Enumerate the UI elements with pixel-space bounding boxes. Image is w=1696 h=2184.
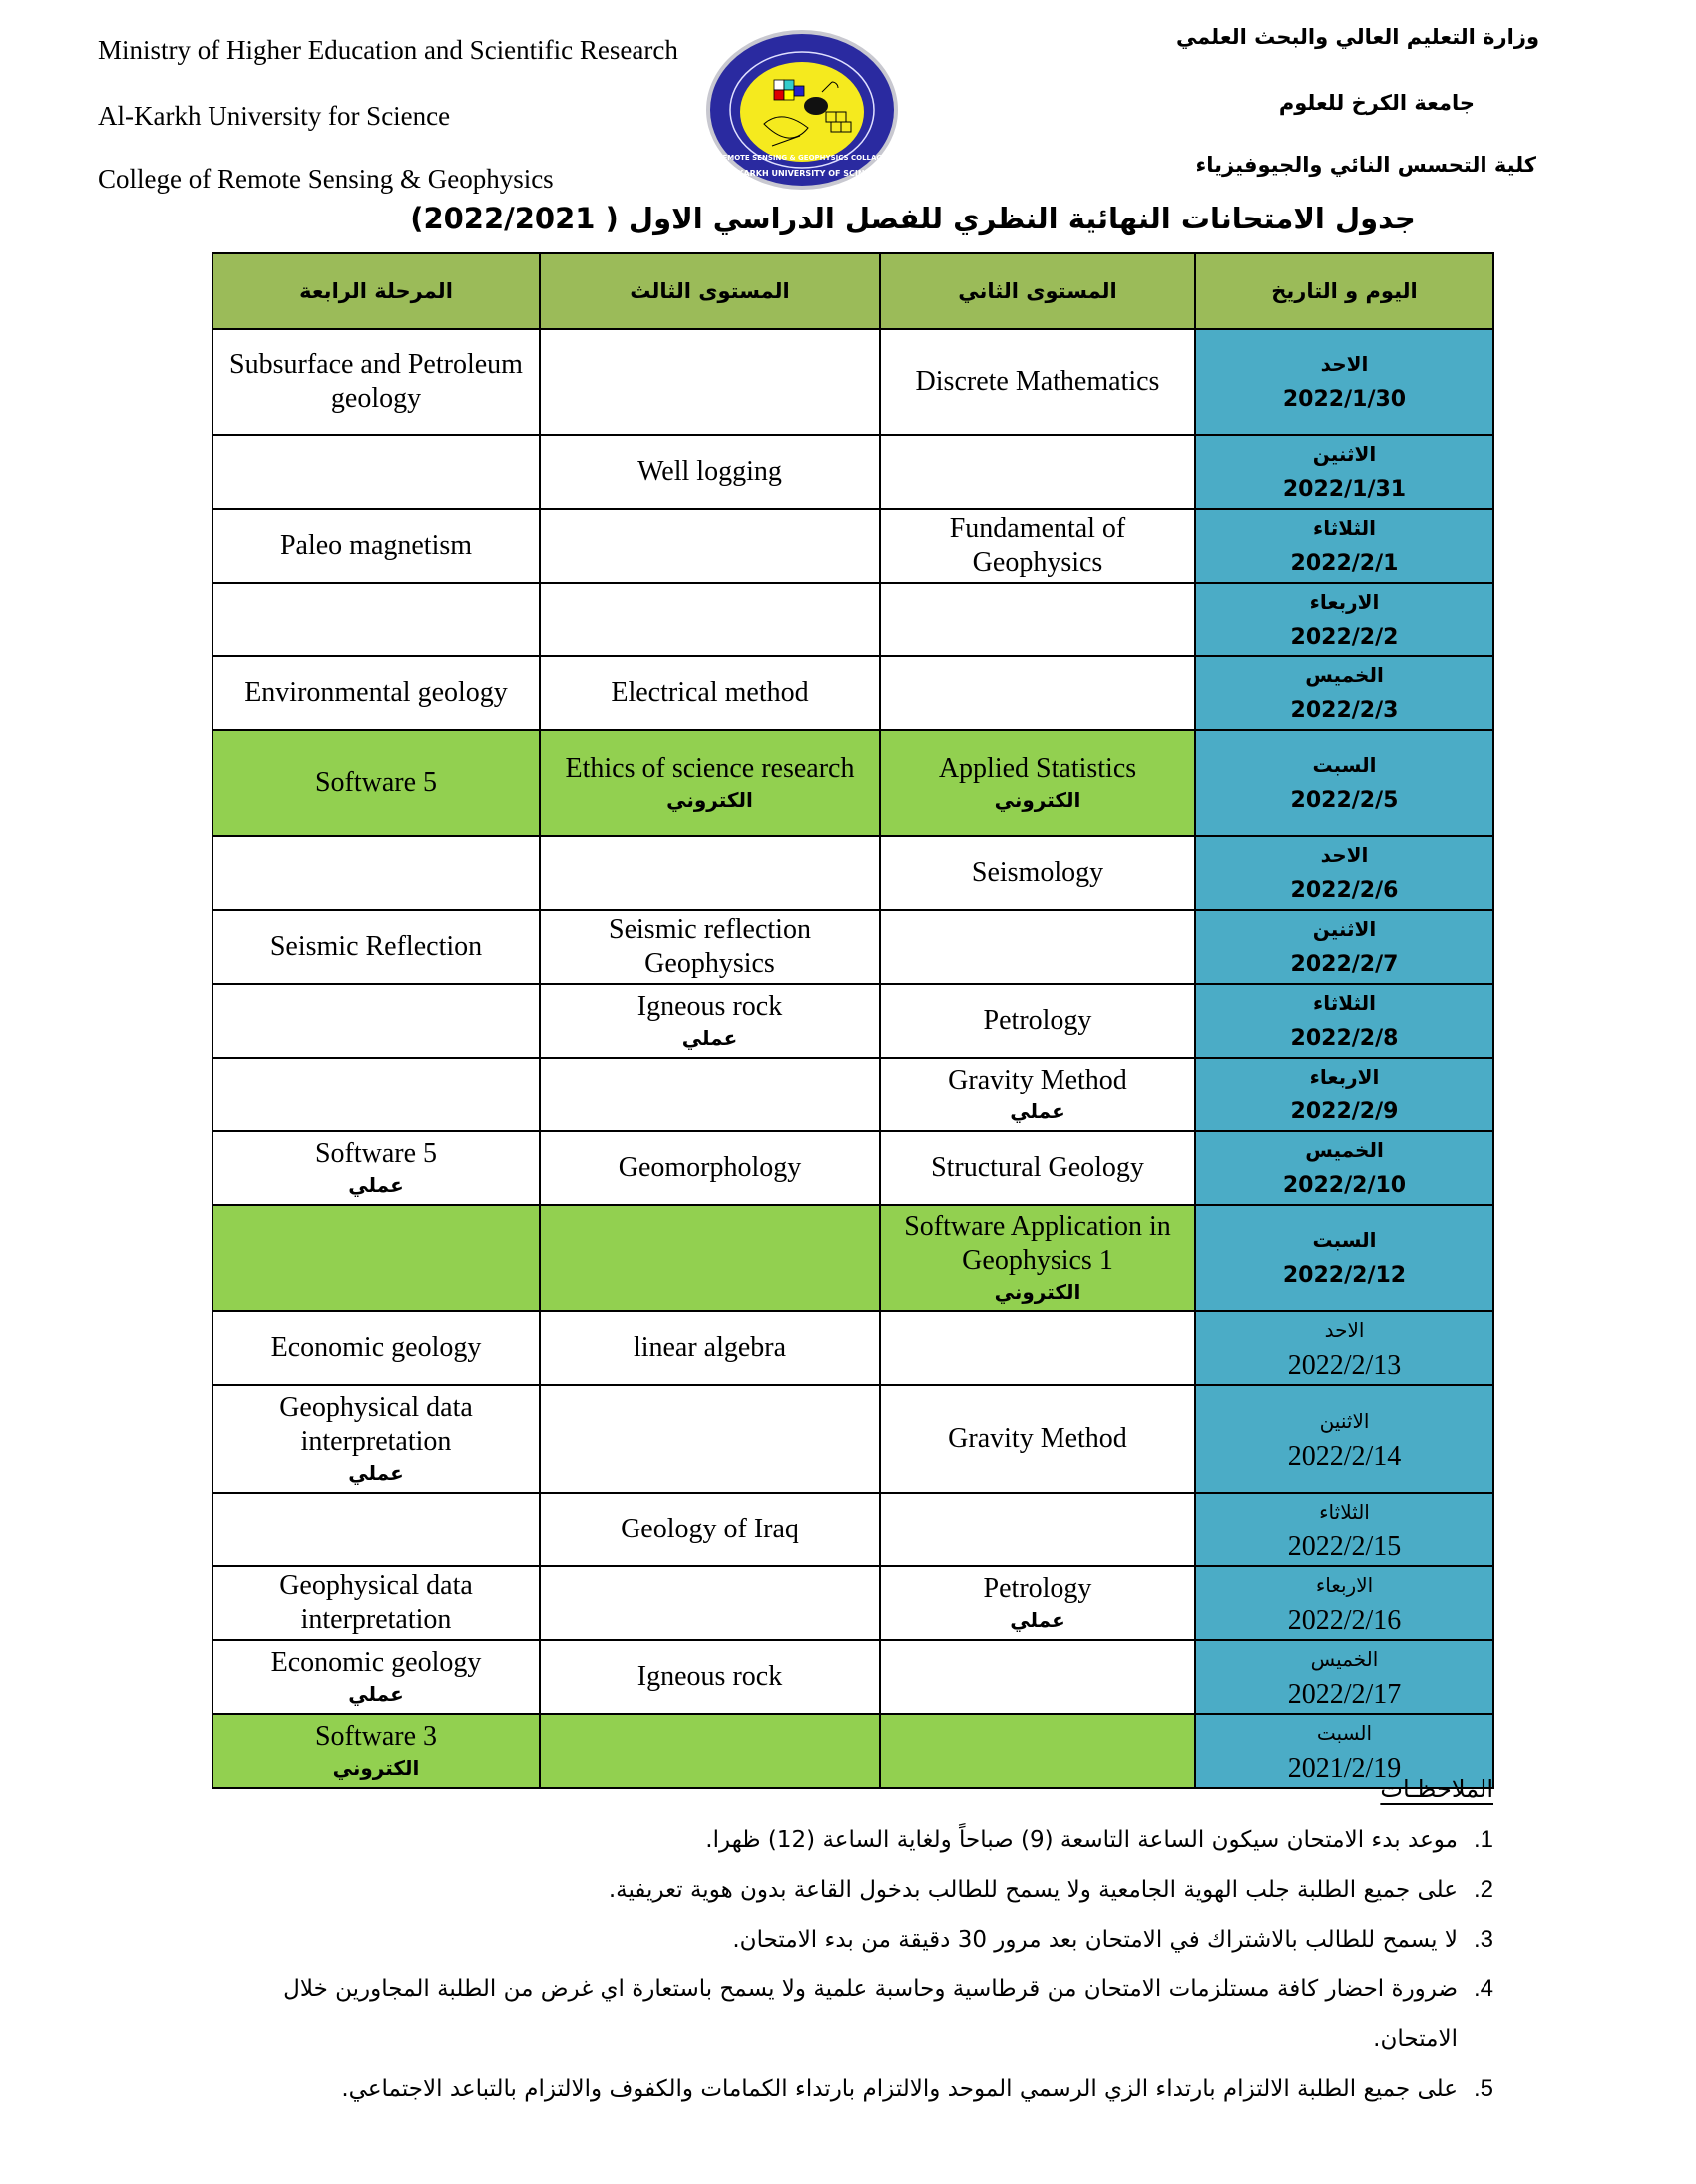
- course-name: Environmental geology: [244, 677, 508, 708]
- note-number: 1.: [1473, 1826, 1493, 1853]
- table-row: [212, 836, 1493, 910]
- course-name: Gravity Method: [948, 1065, 1127, 1095]
- cell-level3: [540, 1058, 880, 1131]
- cell-day-date: [1195, 730, 1493, 836]
- cell-level3: [540, 329, 880, 435]
- cell-stage4: [212, 1311, 540, 1385]
- cell-level2: [880, 656, 1195, 730]
- cell-day-date: [1195, 1205, 1493, 1311]
- course-name: Petrology: [983, 1573, 1092, 1604]
- cell-level3: [540, 836, 880, 910]
- cell-level2: [880, 910, 1195, 984]
- exam-type-tag: الكتروني: [332, 1756, 420, 1780]
- cell-day-date: [1195, 1058, 1493, 1131]
- cell-stage4: [212, 1385, 540, 1493]
- course-name: Software 5: [314, 767, 438, 798]
- logo-ring-text: AL-KARKH UNIVERSITY OF SCINECE: [722, 169, 882, 178]
- table-row: [212, 435, 1493, 509]
- note-item: [200, 1815, 1493, 1865]
- table-row: [212, 1640, 1493, 1714]
- course-name: Ethics of science research: [565, 753, 855, 784]
- cell-stage4: [212, 329, 540, 435]
- day-name: الثلاثاء: [1319, 1500, 1370, 1524]
- column-header-day-date: اليوم و التاريخ: [1195, 253, 1493, 329]
- cell-stage4: [212, 1493, 540, 1566]
- exam-type-tag: الكتروني: [994, 788, 1081, 812]
- course-name: Petrology: [983, 1005, 1092, 1036]
- table-row: [212, 1385, 1493, 1493]
- exam-date: 2022/2/12: [1282, 1263, 1407, 1288]
- cell-level2: [880, 1131, 1195, 1205]
- note-item: [200, 2064, 1493, 2114]
- exam-date: 2022/2/10: [1282, 1173, 1407, 1198]
- exam-date: 2022/1/31: [1282, 477, 1407, 502]
- course-name: Applied Statistics: [938, 753, 1137, 784]
- cell-level2: [880, 1566, 1195, 1640]
- college-name-english: College of Remote Sensing & Geophysics: [98, 164, 554, 194]
- cell-level2: [880, 435, 1195, 509]
- table-row: [212, 1058, 1493, 1131]
- cell-level3: [540, 1385, 880, 1493]
- cell-level2: [880, 1640, 1195, 1714]
- cell-level2: [880, 1311, 1195, 1385]
- course-name: Discrete Mathematics: [915, 366, 1160, 397]
- cell-day-date: [1195, 1493, 1493, 1566]
- cell-level3: [540, 1131, 880, 1205]
- day-name: الثلاثاء: [1313, 516, 1376, 540]
- course-name: Geophysical data interpretation: [279, 1392, 473, 1457]
- cell-day-date: [1195, 1566, 1493, 1640]
- day-name: الاربعاء: [1309, 590, 1380, 614]
- course-name: Igneous rock: [636, 991, 783, 1022]
- note-number: 2.: [1473, 1876, 1493, 1903]
- table-row: [212, 583, 1493, 656]
- cell-stage4: [212, 730, 540, 836]
- cell-day-date: [1195, 1385, 1493, 1493]
- cell-stage4: [212, 836, 540, 910]
- cell-level3: [540, 730, 880, 836]
- cell-level3: [540, 509, 880, 583]
- course-name: Economic geology: [270, 1332, 482, 1363]
- cell-day-date: [1195, 910, 1493, 984]
- cell-stage4: [212, 984, 540, 1058]
- column-header-level3: المستوى الثالث: [540, 253, 880, 329]
- table-row: [212, 984, 1493, 1058]
- university-name-arabic: جامعة الكرخ للعلوم: [1278, 91, 1475, 115]
- exam-schedule-table: [212, 252, 1494, 1789]
- note-text: على جميع الطلبة الالتزام بارتداء الزي الرسمي الموحد والالتزام بارتداء الكمامات والكفوف والالتزام بالتباعد الاجتماعي.: [341, 2076, 1458, 2102]
- college-logo-icon: [704, 28, 900, 192]
- course-name: Economic geology: [270, 1647, 482, 1678]
- course-name: Electrical method: [611, 677, 809, 708]
- course-name: Geology of Iraq: [621, 1514, 799, 1544]
- exam-date: 2022/2/15: [1287, 1531, 1402, 1562]
- cell-stage4: [212, 1566, 540, 1640]
- cell-level3: [540, 656, 880, 730]
- exam-date: 2022/1/30: [1282, 387, 1407, 412]
- cell-level2: [880, 1385, 1195, 1493]
- cell-day-date: [1195, 583, 1493, 656]
- table-row: [212, 509, 1493, 583]
- cell-level3: [540, 1205, 880, 1311]
- table-row: [212, 1311, 1493, 1385]
- exam-type-tag: عملي: [348, 1682, 404, 1706]
- note-number: 4.: [1473, 1975, 1493, 2002]
- table-row: [212, 329, 1493, 435]
- cell-stage4: [212, 583, 540, 656]
- exam-date: 2021/2/19: [1287, 1753, 1402, 1784]
- cell-day-date: [1195, 1131, 1493, 1205]
- cell-day-date: [1195, 435, 1493, 509]
- day-name: الخميس: [1310, 1647, 1379, 1671]
- cell-stage4: [212, 656, 540, 730]
- cell-stage4: [212, 435, 540, 509]
- table-body: [212, 329, 1493, 1788]
- cell-level2: [880, 509, 1195, 583]
- course-name: Fundamental of Geophysics: [949, 513, 1126, 578]
- exam-date: 2022/2/16: [1287, 1605, 1402, 1636]
- course-name: Seismology: [971, 857, 1104, 888]
- cell-day-date: [1195, 1640, 1493, 1714]
- cell-level2: [880, 1058, 1195, 1131]
- course-name: Paleo magnetism: [279, 530, 473, 561]
- ministry-name-arabic: وزارة التعليم العالي والبحث العلمي: [1175, 25, 1539, 49]
- notes-title: الملاحظـات: [1380, 1775, 1493, 1803]
- cell-day-date: [1195, 656, 1493, 730]
- day-name: السبت: [1312, 753, 1377, 777]
- cell-level3: [540, 1493, 880, 1566]
- cell-stage4: [212, 509, 540, 583]
- exam-date: 2022/2/7: [1290, 952, 1399, 977]
- exam-date: 2022/2/17: [1287, 1679, 1402, 1710]
- cell-stage4: [212, 1058, 540, 1131]
- notes-list: [200, 1815, 1493, 2114]
- exam-date: 2022/2/13: [1287, 1350, 1402, 1381]
- course-name: Igneous rock: [636, 1661, 783, 1692]
- course-name: Seismic Reflection: [269, 931, 483, 962]
- note-item: [200, 1865, 1493, 1915]
- day-name: الخميس: [1305, 663, 1384, 687]
- cell-day-date: [1195, 836, 1493, 910]
- exam-type-tag: عملي: [348, 1173, 404, 1197]
- exam-type-tag: عملي: [1010, 1099, 1065, 1123]
- cell-day-date: [1195, 509, 1493, 583]
- cell-level2: [880, 730, 1195, 836]
- page-title: جدول الامتحانات النهائية النظري للفصل الدراسي الاول ( 2022/2021): [410, 202, 1416, 235]
- cell-stage4: [212, 1640, 540, 1714]
- note-item: [200, 1915, 1493, 1965]
- cell-day-date: [1195, 1311, 1493, 1385]
- note-number: 3.: [1473, 1926, 1493, 1953]
- exam-date: 2022/2/14: [1287, 1441, 1402, 1472]
- day-name: السبت: [1316, 1721, 1373, 1745]
- exam-date: 2022/2/9: [1290, 1099, 1399, 1124]
- table-row: [212, 1566, 1493, 1640]
- cell-level3: [540, 910, 880, 984]
- cell-day-date: [1195, 984, 1493, 1058]
- logo-side-text: REMOTE SENSING & GEOPHYSICS COLLAGE: [717, 154, 887, 162]
- day-name: الاحد: [1320, 843, 1369, 867]
- exam-date: 2022/2/5: [1290, 788, 1399, 813]
- cell-level3: [540, 984, 880, 1058]
- exam-date: 2022/2/3: [1290, 698, 1399, 723]
- exam-date: 2022/2/1: [1290, 551, 1399, 576]
- cell-stage4: [212, 1205, 540, 1311]
- ministry-name-english: Ministry of Higher Education and Scientific Research: [98, 35, 678, 65]
- cell-level3: [540, 1311, 880, 1385]
- cell-level2: [880, 1205, 1195, 1311]
- course-name: Geomorphology: [618, 1152, 802, 1183]
- day-name: السبت: [1312, 1228, 1377, 1252]
- college-logo: [704, 28, 900, 192]
- table-row: [212, 1205, 1493, 1311]
- notes-section: [200, 1771, 1493, 2114]
- exam-type-tag: عملي: [681, 1026, 738, 1050]
- cell-level2: [880, 329, 1195, 435]
- day-name: الاثنين: [1319, 1409, 1370, 1433]
- note-text: ضرورة احضار كافة مستلزمات الامتحان من قرطاسية وحاسبة علمية ولا يسمح باستعارة اي غرض من الطلبة المجاورين خلال الامتحان.: [283, 1976, 1458, 2052]
- exam-type-tag: عملي: [1010, 1608, 1065, 1632]
- note-text: لا يسمح للطالب بالاشتراك في الامتحان بعد مرور 30 دقيقة من بدء الامتحان.: [732, 1927, 1458, 1953]
- course-name: Subsurface and Petroleum geology: [229, 349, 523, 414]
- course-name: Structural Geology: [931, 1152, 1144, 1183]
- table-row: [212, 730, 1493, 836]
- course-name: Seismic reflection Geophysics: [609, 914, 811, 979]
- cell-level2: [880, 984, 1195, 1058]
- exam-type-tag: الكتروني: [666, 788, 753, 812]
- table-row: [212, 1493, 1493, 1566]
- course-name: Gravity Method: [948, 1423, 1127, 1454]
- day-name: الاربعاء: [1315, 1573, 1374, 1597]
- table-row: [212, 910, 1493, 984]
- column-header-stage4: المرحلة الرابعة: [212, 253, 540, 329]
- exam-date: 2022/2/8: [1290, 1026, 1399, 1051]
- table-row: [212, 656, 1493, 730]
- cell-level3: [540, 1566, 880, 1640]
- cell-stage4: [212, 1131, 540, 1205]
- note-number: 5.: [1473, 2075, 1493, 2102]
- table-row: [212, 1131, 1493, 1205]
- course-name: linear algebra: [633, 1332, 787, 1363]
- cell-level3: [540, 435, 880, 509]
- exam-date: 2022/2/2: [1290, 625, 1399, 650]
- course-name: Software 5: [314, 1138, 438, 1169]
- day-name: الاحد: [1324, 1318, 1365, 1342]
- course-name: Well logging: [637, 456, 782, 487]
- exam-date: 2022/2/6: [1290, 878, 1399, 903]
- cell-day-date: [1195, 329, 1493, 435]
- day-name: الخميس: [1305, 1138, 1384, 1162]
- day-name: الاربعاء: [1309, 1065, 1380, 1089]
- day-name: الاثنين: [1312, 442, 1377, 466]
- cell-level3: [540, 583, 880, 656]
- note-text: موعد بدء الامتحان سيكون الساعة التاسعة (9) صباحاً ولغاية الساعة (12) ظهرا.: [705, 1827, 1458, 1853]
- table-header-row: [212, 253, 1493, 329]
- cell-stage4: [212, 910, 540, 984]
- exam-type-tag: الكتروني: [994, 1280, 1081, 1304]
- course-name: Geophysical data interpretation: [279, 1570, 473, 1635]
- cell-level2: [880, 583, 1195, 656]
- college-name-arabic: كلية التحسس النائي والجيوفيزياء: [1195, 153, 1536, 177]
- cell-level2: [880, 836, 1195, 910]
- day-name: الثلاثاء: [1313, 991, 1376, 1015]
- day-name: الاثنين: [1312, 917, 1377, 941]
- day-name: الاحد: [1320, 352, 1369, 376]
- column-header-level2: المستوى الثاني: [880, 253, 1195, 329]
- note-item: [200, 1965, 1493, 2064]
- cell-level3: [540, 1640, 880, 1714]
- university-name-english: Al-Karkh University for Science: [98, 101, 451, 131]
- cell-level2: [880, 1493, 1195, 1566]
- note-text: على جميع الطلبة جلب الهوية الجامعية ولا يسمح للطالب بدخول القاعة بدون هوية تعريفية.: [608, 1877, 1458, 1903]
- exam-type-tag: عملي: [348, 1461, 404, 1485]
- course-name: Software Application in Geophysics 1: [904, 1211, 1171, 1276]
- course-name: Software 3: [314, 1721, 438, 1752]
